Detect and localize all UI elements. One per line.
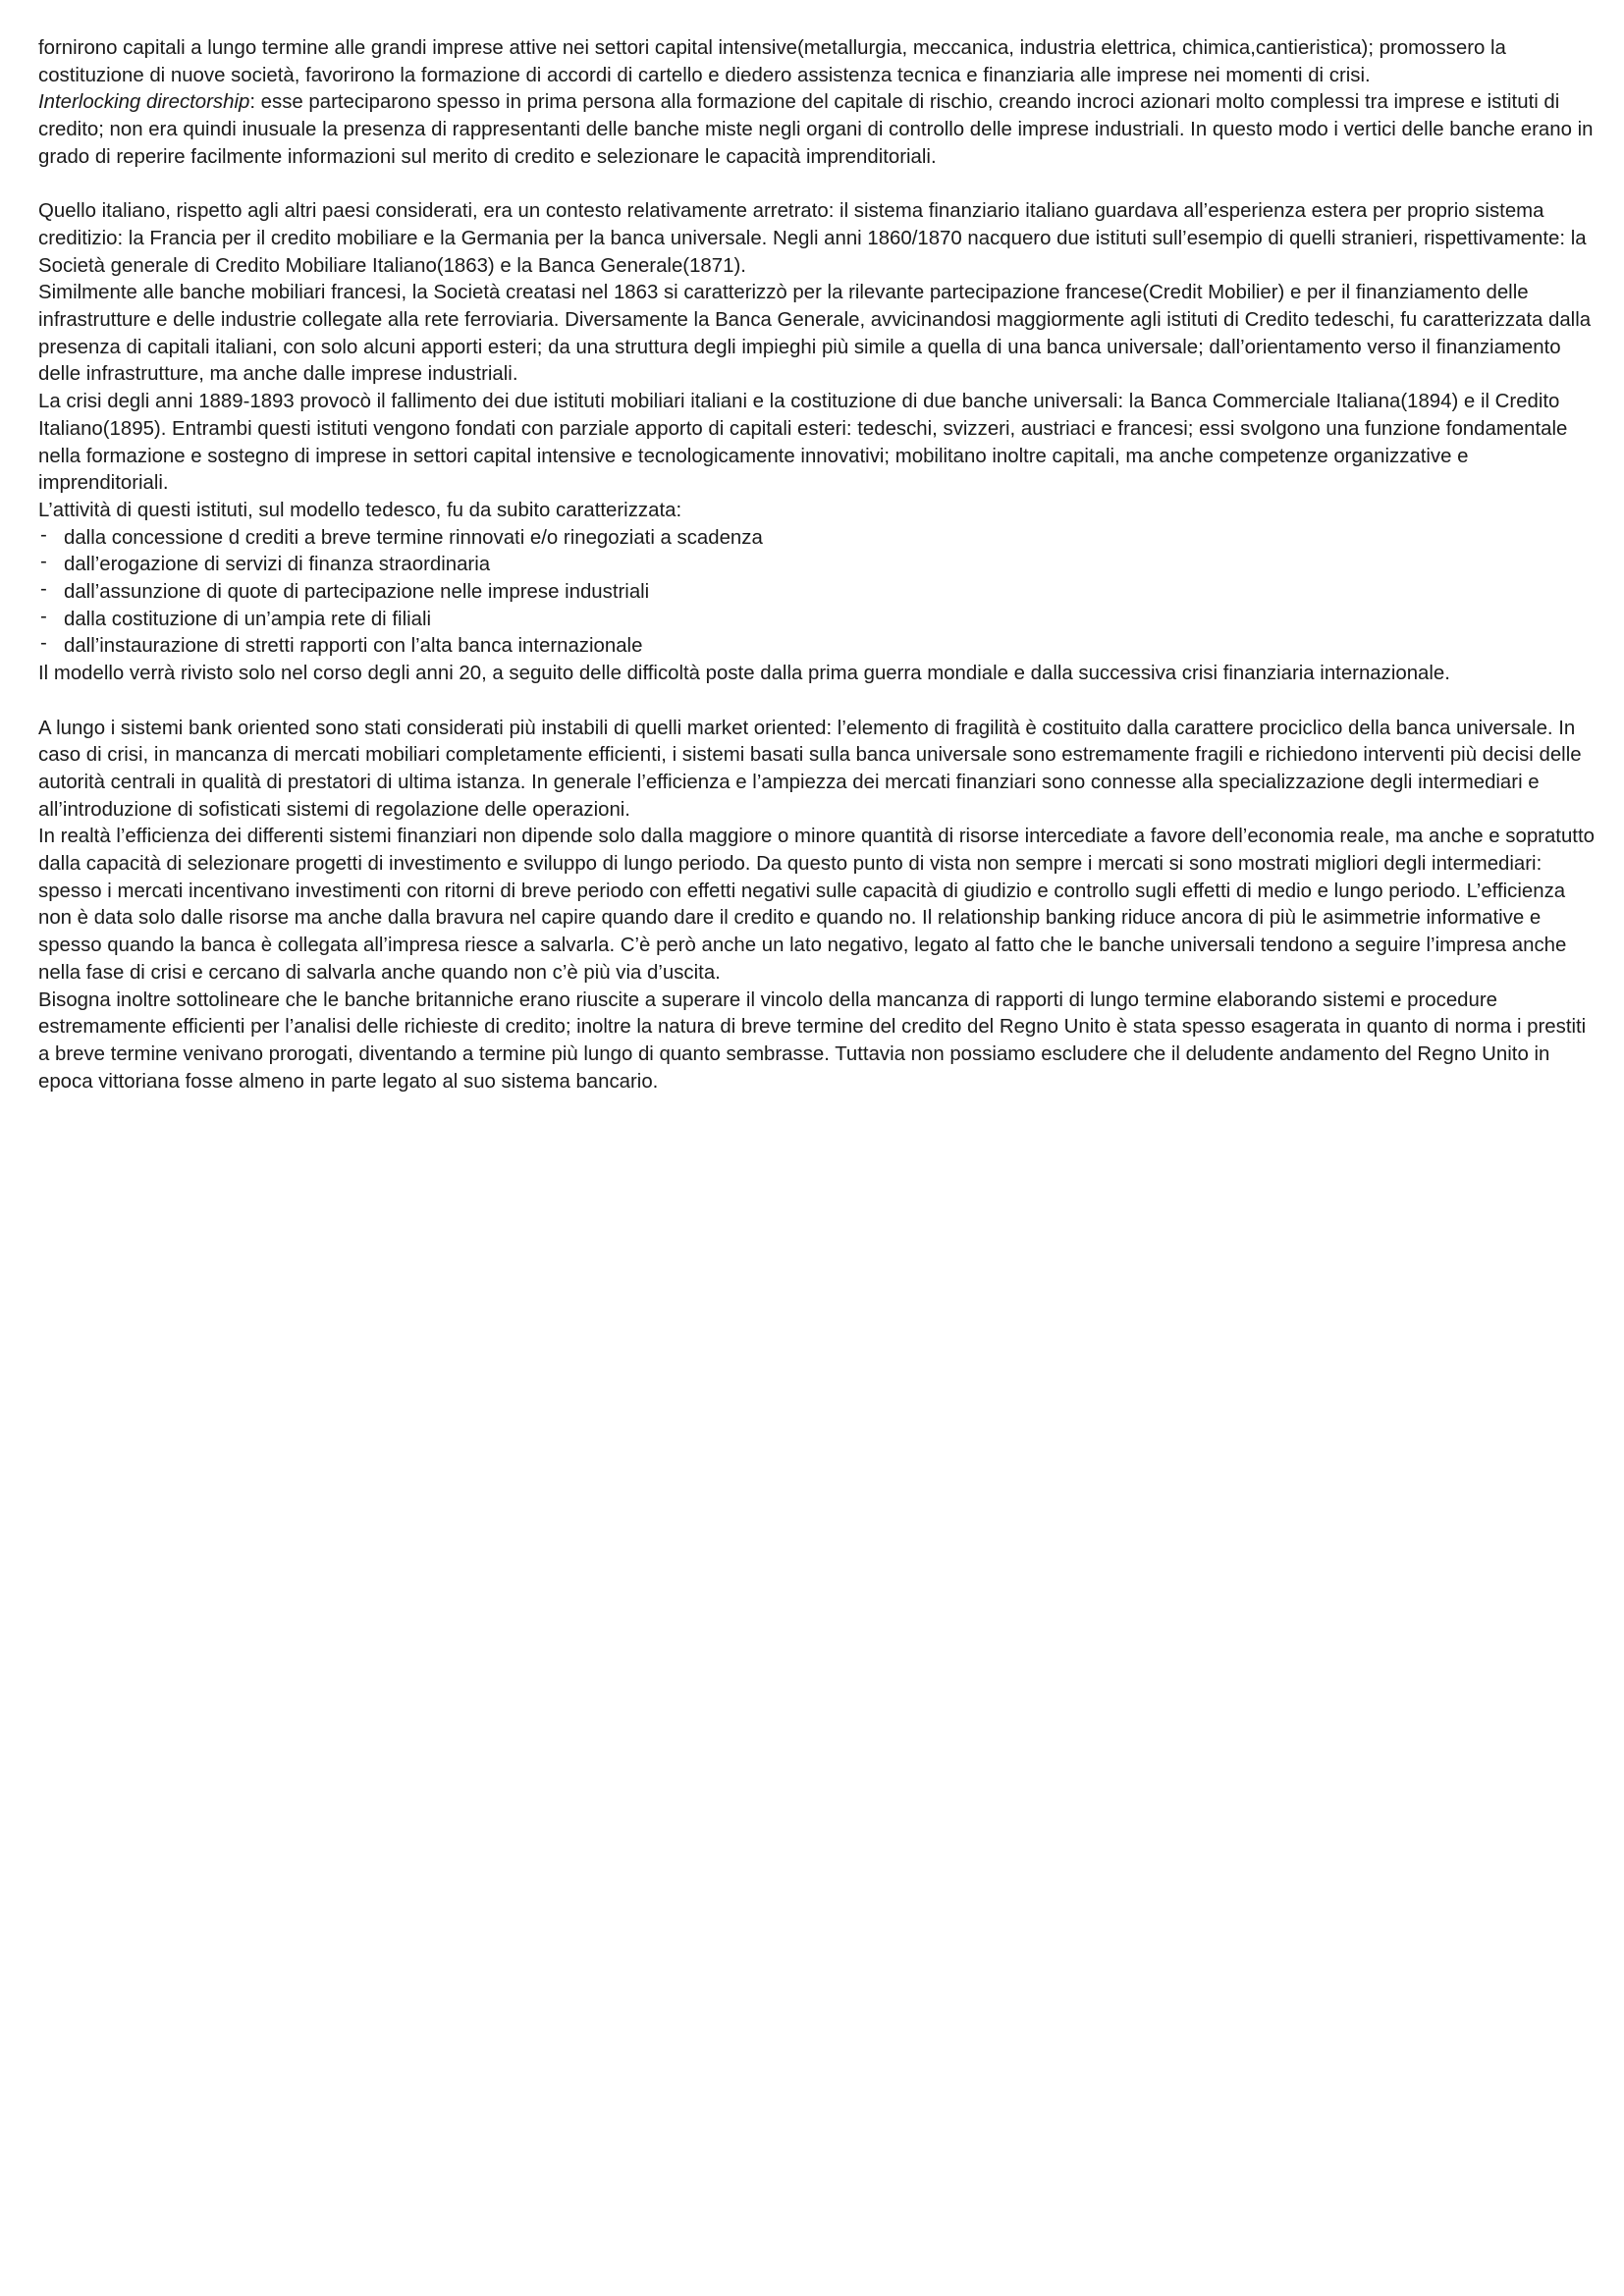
list-item: [38, 607, 1599, 634]
document-page: [38, 35, 1599, 1095]
list-item: [38, 525, 1599, 553]
list-item: [38, 552, 1599, 579]
list-item-text: dall’assunzione di quote di partecipazione nelle imprese industriali: [64, 581, 650, 604]
paragraph-efficiency: In realtà l’efficienza dei differenti sistemi finanziari non dipende solo dalla maggiore o minore quantità di risorse intercediate a favore dell’economia reale, ma anche e sopratutto dalla capacità di selezionare progetti di investimento e sviluppo di lungo periodo. Da questo punto di vista non sempre i mercati si sono mostrati migliori degli intermediari: spesso i mercati incentivano investimenti con ritorni di breve periodo con effetti negativi sulle capacità di giudizio e controllo sugli effetti di medio e lungo periodo. L’efficienza non è data solo dalle risorse ma anche dalla bravura nel capire quando dare il credito e quando no. Il relationship banking riduce ancora di più le asimmetrie informative e spesso quando la banca è collegata all’impresa riesce a salvarla. C’è però anche un lato negativo, legato al fatto che le banche universali tendono a seguire l’impresa anche nella fase di crisi e cercano di salvarla anche quando non c’è più via d’uscita.: [38, 826, 1595, 984]
paragraph-activity-intro: L’attività di questi istituti, sul modello tedesco, fu da subito caratterizzata:: [38, 499, 682, 521]
list-item-text: dall’instaurazione di stretti rapporti con l’alta banca internazionale: [64, 635, 643, 658]
list-item-text: dalla concessione d crediti a breve termine rinnovati e/o rinegoziati a scadenza: [64, 526, 763, 549]
list-marker: -: [40, 578, 47, 601]
paragraph-interlocking-directorship-text: : esse parteciparono spesso in prima persona alla formazione del capitale di rischio, creando incroci azionari molto complessi tra imprese e istituti di credito; non era quindi inusuale la presenza di rappresentanti delle banche miste negli organi di controllo delle imprese industriali. In questo modo i vertici delle banche erano in grado di reperire facilmente informazioni sul merito di credito e selezionare le capacità imprenditoriali.: [38, 91, 1594, 168]
paragraph-italian-context: Quello italiano, rispetto agli altri paesi considerati, era un contesto relativamente arretrato: il sistema finanziario italiano guardava all’esperienza estera per proprio sistema creditizio: la Francia per il credito mobiliare e la Germania per la banca universale. Negli anni 1860/1870 nacquero due istituti sull’esempio di quelli stranieri, rispettivamente: la Società generale di Credito Mobiliare Italiano(1863) e la Banca Generale(1871).: [38, 200, 1587, 277]
list-item-text: dalla costituzione di un’ampia rete di filiali: [64, 608, 432, 630]
list-marker: -: [40, 605, 47, 627]
paragraph-crisis-1889: La crisi degli anni 1889-1893 provocò il fallimento dei due istituti mobiliari italiani e la costituzione di due banche universali: la Banca Commerciale Italiana(1894) e il Credito Italiano(1895). Entrambi questi istituti vengono fondati con parziale apporto di capitali esteri: tedeschi, svizzeri, austriaci e francesi; essi svolgono una funzione fondamentale nella formazione e sostegno di imprese in settori capital intensive e tecnologicamente innovativi; mobilitano inoltre capitali, ma anche competenze organizzative e imprenditoriali.: [38, 391, 1568, 495]
list-marker: -: [40, 551, 47, 573]
paragraph-capital-provision: fornirono capitali a lungo termine alle grandi imprese attive nei settori capital intensive(metallurgia, meccanica, industria elettrica, chimica,cantieristica); promossero la costituzione di nuove società, favorirono la formazione di accordi di cartello e diedero assistenza tecnica e finanziaria alle imprese nei momenti di crisi.: [38, 37, 1506, 86]
paragraph-mobiliare-banks: Similmente alle banche mobiliari francesi, la Società creatasi nel 1863 si caratterizzò per la rilevante partecipazione francese(Credit Mobilier) e per il finanziamento delle infrastrutture e delle industrie collegate alla rete ferroviaria. Diversamente la Banca Generale, avvicinandosi maggiormente agli istituti di Credito tedeschi, fu caratterizzata dalla presenza di capitali italiani, con solo alcuni apporti esteri; da una struttura degli impieghi più simile a quella di una banca universale; dall’orientamento verso il finanziamento delle infrastrutture, ma anche dalle imprese industriali.: [38, 282, 1592, 386]
paragraph-british-banks: Bisogna inoltre sottolineare che le banche britanniche erano riuscite a superare il vincolo della mancanza di rapporti di lungo termine elaborando sistemi e procedure estremamente efficienti per l’analisi delle richieste di credito; inoltre la natura di breve termine del credito del Regno Unito è stata spesso esagerata in quanto di norma i prestiti a breve termine venivano prorogati, diventando a termine più lungo di quanto sembrasse. Tuttavia non possiamo escludere che il deludente andamento del Regno Unito in epoca vittoriana fosse almeno in parte legato al suo sistema bancario.: [38, 988, 1587, 1093]
list-marker: -: [40, 523, 47, 546]
list-item: [38, 633, 1599, 661]
list-item: [38, 579, 1599, 607]
activity-list: [38, 525, 1599, 662]
paragraph-interlocking-directorship: [38, 89, 1599, 171]
paragraph-spacer: [38, 688, 1599, 716]
term-interlocking-directorship: Interlocking directorship: [38, 91, 250, 114]
paragraph-bank-oriented-systems: A lungo i sistemi bank oriented sono stati considerati più instabili di quelli market oriented: l’elemento di fragilità è costituito dalla carattere prociclico della banca universale. In caso di crisi, in mancanza di mercati mobiliari completamente efficienti, i sistemi basati sulla banca universale sono estremamente fragili e richiedono interventi più decisi delle autorità centrali in qualità di prestatori di ultima istanza. In generale l’efficienza e l’ampiezza dei mercati finanziari sono connesse alla specializzazione degli intermediari e all’introduzione di sofisticati sistemi di regolazione delle operazioni.: [38, 717, 1582, 821]
list-marker: -: [40, 632, 47, 655]
paragraph-spacer: [38, 172, 1599, 199]
list-item-text: dall’erogazione di servizi di finanza straordinaria: [64, 554, 491, 576]
paragraph-model-revision: Il modello verrà rivisto solo nel corso degli anni 20, a seguito delle difficoltà poste dalla prima guerra mondiale e dalla successiva crisi finanziaria internazionale.: [38, 663, 1450, 685]
